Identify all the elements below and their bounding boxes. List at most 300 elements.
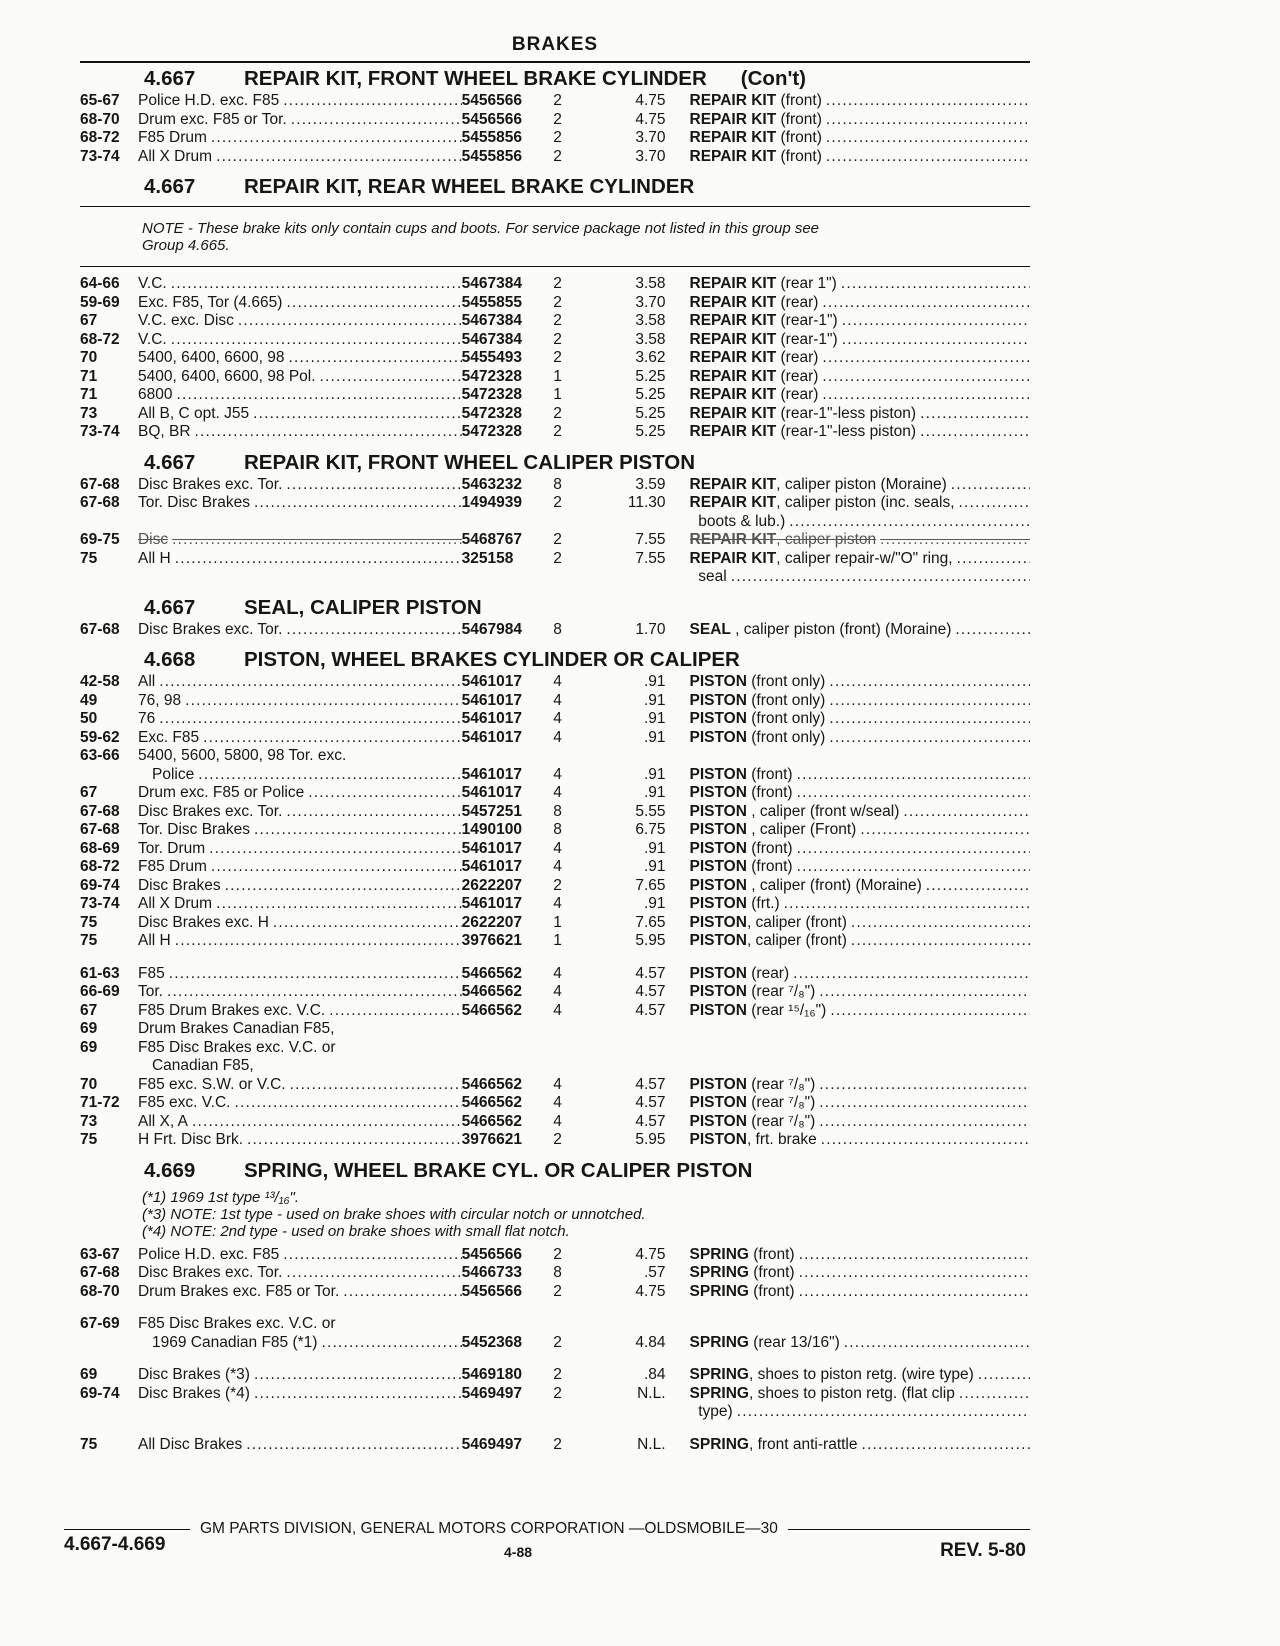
part-number-cell: 5466562 — [461, 964, 522, 982]
spacer — [80, 1403, 139, 1422]
year-cell: 75 — [80, 1131, 98, 1148]
quantity-cell: 8 — [553, 1264, 562, 1281]
description-text: Disc Brakes exc. Tor. — [137, 1264, 283, 1281]
table-row — [80, 784, 1030, 803]
description-cell — [138, 1246, 462, 1265]
quantity-cell: 2 — [553, 423, 562, 440]
part-name-text: REPAIR KIT, caliper piston (inc. seals, — [689, 494, 955, 511]
part-name-text: PISTON (rear ⁷/₈") — [689, 1094, 816, 1111]
table-row — [80, 1020, 1030, 1039]
year-cell: 67 — [80, 784, 98, 801]
leader-dots — [165, 965, 462, 984]
description-cell — [138, 1002, 462, 1021]
part-name-cell — [690, 294, 1030, 313]
leader-dots — [825, 673, 1030, 692]
part-name-bold: PISTON — [689, 673, 747, 690]
description-text: All H — [137, 932, 171, 949]
part-name-continued-text: boots & lub.) — [698, 512, 786, 530]
part-number-cell: 5461017 — [461, 839, 522, 857]
part-name-cell — [690, 673, 1030, 692]
price-cell: .84 — [643, 1366, 666, 1383]
table-row-continuation — [80, 1403, 1030, 1422]
part-name-cell — [690, 331, 1030, 350]
description-cell — [138, 1057, 462, 1076]
part-number-cell: 5472328 — [461, 423, 522, 440]
part-name-bold: PISTON — [689, 983, 747, 1000]
part-name-continued-text: seal — [698, 568, 727, 585]
leader-dots — [825, 710, 1030, 729]
description-cell — [138, 803, 462, 822]
description-text: F85 exc. S.W. or V.C. — [137, 1075, 286, 1093]
price-cell: 5.55 — [635, 802, 666, 820]
part-number-cell: 2622207 — [461, 876, 522, 894]
table-row — [80, 368, 1030, 387]
year-cell: 67 — [80, 1001, 98, 1019]
leader-dots — [795, 1283, 1030, 1302]
part-name-bold: SPRING — [689, 1264, 749, 1281]
part-name-text: SPRING (rear 13/16") — [689, 1333, 840, 1351]
year-cell: 64-66 — [80, 275, 120, 292]
description-cell — [138, 784, 462, 803]
price-cell — [600, 1039, 665, 1058]
quantity-cell — [553, 1039, 600, 1058]
quantity-cell: 2 — [553, 876, 562, 894]
description-cell — [138, 895, 462, 914]
section-gap — [80, 1454, 1030, 1462]
description-cell — [138, 1094, 462, 1113]
part-number-cell: 3976621 — [461, 1131, 522, 1148]
part-name-bold: PISTON — [689, 1112, 747, 1130]
part-name-cell — [690, 1315, 1030, 1334]
part-name-text: REPAIR KIT (front) — [689, 129, 822, 146]
part-number-cell: 5456566 — [461, 92, 522, 109]
section-note: NOTE - These brake kits only contain cups and boots. For service package not listed in this group see Group 4.665. — [142, 220, 820, 254]
part-name-continued — [680, 1403, 1030, 1422]
part-name-bold: REPAIR KIT — [689, 275, 777, 292]
leader-dots — [163, 983, 462, 1002]
part-name-text: PISTON (rear ⁷/₈") — [689, 1112, 816, 1130]
part-name-cell — [690, 784, 1030, 803]
part-name-bold: SPRING — [689, 1435, 749, 1453]
leader-dots — [205, 840, 461, 859]
spacer — [80, 513, 139, 532]
description-text: Tor. Disc Brakes — [137, 821, 250, 838]
price-cell: 7.55 — [635, 549, 666, 567]
leader-dots — [785, 513, 1030, 532]
part-name-text: PISTON , caliper (Front) — [689, 821, 857, 838]
year-cell: 73-74 — [80, 147, 120, 165]
part-name-text: SPRING, shoes to piston retg. (flat clip — [689, 1384, 955, 1402]
table-row — [80, 111, 1030, 130]
description-cell — [138, 1315, 462, 1334]
part-name-text: PISTON, frt. brake — [689, 1131, 817, 1148]
header-rule — [80, 61, 1030, 63]
description-text: F85 — [137, 964, 165, 982]
part-number-cell: 5461017 — [461, 673, 522, 690]
table-row — [80, 1131, 1030, 1150]
quantity-cell: 4 — [553, 1075, 562, 1093]
price-cell — [600, 747, 665, 766]
leader-dots — [282, 294, 461, 313]
page-header — [80, 34, 1030, 64]
year-cell: 75 — [80, 1435, 98, 1453]
part-name-bold: SPRING — [689, 1282, 749, 1300]
leader-dots — [317, 1334, 461, 1353]
leader-dots — [188, 1113, 462, 1132]
table-row-continuation — [80, 513, 1030, 532]
part-number-cell: 5467984 — [461, 620, 522, 638]
part-name-text: REPAIR KIT, caliper piston (Moraine) — [689, 475, 947, 493]
part-name-text: PISTON, caliper (front) — [689, 932, 847, 949]
description-cell — [138, 531, 462, 550]
leader-dots — [838, 331, 1030, 350]
quantity-cell: 2 — [553, 293, 562, 311]
part-number-cell: 325158 — [461, 549, 514, 567]
description-cell — [138, 1113, 462, 1132]
part-name-bold: SPRING — [689, 1245, 749, 1263]
year-cell: 61-63 — [80, 964, 120, 982]
quantity-cell: 4 — [553, 691, 562, 709]
table-row — [80, 877, 1030, 896]
part-number-cell: 5466562 — [461, 983, 522, 1000]
part-name-bold: REPAIR KIT — [689, 404, 777, 422]
part-name-bold: PISTON — [689, 964, 747, 982]
leader-dots — [212, 148, 462, 167]
leader-dots — [282, 1264, 461, 1283]
part-name-text: PISTON (front) — [689, 765, 793, 783]
quantity-cell: 8 — [553, 802, 562, 820]
note-rule-top — [80, 206, 1030, 207]
description-text: Disc Brakes exc. Tor. — [137, 620, 283, 638]
part-name-text: PISTON (front) — [689, 784, 793, 801]
part-number-cell — [462, 747, 554, 766]
section-name: REPAIR KIT, FRONT WHEEL BRAKE CYLINDER — [244, 67, 707, 90]
price-cell: N.L. — [637, 1384, 666, 1402]
part-name-cell — [690, 1113, 1030, 1132]
price-cell: .91 — [643, 673, 666, 690]
part-name-bold: PISTON — [689, 913, 747, 931]
table-row — [80, 294, 1030, 313]
leader-dots — [212, 895, 462, 914]
part-name-cell — [690, 405, 1030, 424]
table-row — [80, 275, 1030, 294]
leader-dots — [822, 148, 1030, 167]
description-text: F85 Drum — [137, 858, 207, 875]
year-cell: 67-68 — [80, 1264, 120, 1281]
part-number-cell: 5466562 — [461, 1112, 522, 1130]
leader-dots — [199, 729, 461, 748]
part-name-bold: SEAL — [689, 620, 731, 638]
leader-dots — [822, 129, 1030, 148]
leader-dots — [230, 1094, 461, 1113]
part-name-cell — [690, 692, 1030, 711]
year-cell: 75 — [80, 932, 98, 949]
price-cell: 5.25 — [635, 367, 666, 385]
leader-dots — [325, 1002, 461, 1021]
quantity-cell: 2 — [553, 1366, 562, 1383]
description-text: Canadian F85, — [151, 1057, 254, 1074]
quantity-cell — [553, 1315, 600, 1334]
price-cell: 3.59 — [635, 475, 666, 493]
leader-dots — [953, 550, 1030, 569]
part-number-cell: 5472328 — [461, 386, 522, 403]
table-row — [80, 914, 1030, 933]
leader-dots — [194, 766, 461, 785]
year-cell — [80, 1334, 138, 1353]
part-number-cell: 5456566 — [461, 110, 522, 128]
part-name-text: PISTON (front) — [689, 858, 793, 875]
part-name-cell — [690, 621, 1030, 640]
leader-dots — [818, 294, 1030, 313]
year-cell: 70 — [80, 1075, 98, 1093]
price-cell: 3.58 — [635, 330, 666, 348]
part-name-cell — [690, 368, 1030, 387]
year-cell: 68-70 — [80, 110, 120, 128]
part-name-bold: REPAIR KIT — [689, 494, 777, 511]
part-name-bold: PISTON — [689, 932, 747, 949]
part-name-text: REPAIR KIT (rear-1") — [689, 312, 838, 329]
quantity-cell: 2 — [553, 330, 562, 348]
part-name-cell — [690, 148, 1030, 167]
quantity-cell: 4 — [553, 710, 562, 727]
year-cell: 69-75 — [80, 531, 120, 548]
part-number-cell: 5455856 — [461, 147, 522, 165]
price-cell: .91 — [643, 728, 666, 746]
part-number-cell: 5466562 — [461, 1075, 522, 1093]
description-cell — [138, 1020, 462, 1039]
description-cell — [138, 294, 462, 313]
part-name-cell — [690, 858, 1030, 877]
description-text: Exc. F85, Tor (4.665) — [137, 293, 283, 311]
part-number-cell: 5455856 — [461, 129, 522, 146]
description-text: V.C. — [137, 275, 167, 292]
price-cell — [600, 1315, 665, 1334]
description-cell — [138, 673, 462, 692]
price-cell: 4.75 — [635, 1282, 666, 1300]
table-row — [80, 476, 1030, 495]
price-cell: 4.57 — [635, 1094, 666, 1111]
description-cell — [138, 983, 462, 1002]
leader-dots — [171, 932, 462, 951]
description-cell — [138, 111, 462, 130]
part-name-text: PISTON (front only) — [689, 673, 826, 690]
table-row — [80, 386, 1030, 405]
footer-corporation: GM PARTS DIVISION, GENERAL MOTORS CORPORATION —OLDSMOBILE—30 — [200, 1520, 778, 1537]
year-cell: 75 — [80, 549, 98, 567]
description-text: 76 — [137, 710, 156, 727]
description-cell — [138, 349, 462, 368]
description-text: 5400, 5600, 5800, 98 Tor. exc. — [137, 747, 347, 764]
description-text: Disc Brakes — [137, 876, 221, 894]
description-text: All B, C opt. J55 — [137, 404, 250, 422]
spacer — [80, 568, 139, 587]
description-text: F85 Drum Brakes exc. V.C. — [137, 1001, 326, 1019]
row-gap — [80, 1422, 1030, 1436]
table-row — [80, 1436, 1030, 1455]
part-name-text: REPAIR KIT (rear-1") — [689, 330, 838, 348]
leader-dots — [168, 531, 461, 550]
year-cell: 67-68 — [80, 620, 120, 638]
part-name-cell — [690, 1131, 1030, 1150]
table-row — [80, 312, 1030, 331]
description-text: V.C. — [137, 330, 167, 348]
description-cell — [138, 1076, 462, 1095]
description-text: All X, A — [137, 1112, 188, 1130]
table-row — [80, 729, 1030, 748]
quantity-cell: 2 — [553, 531, 562, 548]
section-gap — [80, 639, 1030, 647]
description-cell — [138, 621, 462, 640]
part-number-cell: 5469497 — [461, 1384, 522, 1402]
description-text: Tor. — [137, 983, 163, 1000]
year-cell: 73 — [80, 404, 98, 422]
quantity-cell: 4 — [553, 1094, 562, 1111]
year-cell: 68-70 — [80, 1282, 120, 1300]
leader-dots — [167, 331, 462, 350]
footer-revision: REV. 5-80 — [940, 1540, 1026, 1561]
leader-dots — [727, 568, 1030, 587]
description-text: Disc Brakes exc. H — [137, 913, 269, 931]
quantity-cell: 1 — [553, 932, 562, 949]
part-name-cell — [690, 1264, 1030, 1283]
part-name-text: PISTON (front only) — [689, 710, 826, 727]
year-cell: 49 — [80, 691, 98, 709]
part-name-cell — [690, 747, 1030, 766]
part-name-bold: SPRING — [689, 1333, 749, 1351]
part-name-bold: PISTON — [689, 784, 747, 801]
table-row-continuation — [80, 568, 1030, 587]
row-gap — [80, 951, 1030, 965]
part-name-cell — [690, 1002, 1030, 1021]
description-cell — [138, 914, 462, 933]
description-cell — [138, 331, 462, 350]
spacer — [139, 1403, 680, 1422]
part-name-text: SPRING (front) — [689, 1245, 795, 1263]
description-text: Drum exc. F85 or Tor. — [137, 110, 287, 128]
footer-page-number: 4-88 — [504, 1544, 533, 1560]
description-cell — [138, 1366, 462, 1385]
part-name-bold: REPAIR KIT — [689, 312, 777, 329]
part-name-cell — [690, 92, 1030, 111]
part-number-cell: 5455855 — [461, 293, 522, 311]
leader-dots — [155, 710, 461, 729]
leader-dots — [733, 1403, 1030, 1422]
section-title — [80, 595, 1030, 621]
part-name-bold: PISTON — [689, 839, 747, 857]
footnote-text: (*1) 1969 1st type ¹³/₁₆". (*3) NOTE: 1st type - used on brake shoes with circular notch or unnotched. (*4) NOTE: 2nd type - used on brake shoes with small flat notch. — [142, 1188, 646, 1240]
part-number-cell: 5466733 — [461, 1264, 522, 1281]
part-name-cell — [690, 1366, 1030, 1385]
part-name-cell — [690, 111, 1030, 130]
price-cell: 4.75 — [635, 92, 666, 109]
year-cell: 73 — [80, 1112, 98, 1130]
description-cell — [138, 840, 462, 859]
parts-rows — [80, 92, 1030, 166]
leader-dots — [955, 494, 1030, 513]
spacer — [139, 513, 680, 532]
part-name-text: PISTON , caliper (front) (Moraine) — [689, 876, 922, 894]
part-name-bold: PISTON — [689, 802, 747, 820]
part-number-cell: 5472328 — [461, 404, 522, 422]
price-cell — [600, 1057, 665, 1076]
leader-dots — [876, 531, 1030, 550]
parts-catalog-content — [80, 66, 1030, 1462]
part-name-text: SPRING (front) — [689, 1282, 795, 1300]
table-row — [80, 1246, 1030, 1265]
table-row — [80, 747, 1030, 766]
row-gap — [80, 1301, 1030, 1315]
leader-dots — [916, 405, 1030, 424]
quantity-cell: 4 — [553, 964, 562, 982]
leader-dots — [282, 803, 461, 822]
part-name-cell — [690, 1020, 1030, 1039]
description-text: All X Drum — [137, 147, 213, 165]
year-cell: 50 — [80, 710, 98, 727]
table-row — [80, 1057, 1030, 1076]
quantity-cell: 4 — [553, 895, 562, 912]
quantity-cell: 4 — [553, 784, 562, 801]
leader-dots — [825, 692, 1030, 711]
quantity-cell: 4 — [553, 765, 562, 783]
quantity-cell: 2 — [553, 275, 562, 292]
description-cell — [138, 129, 462, 148]
description-cell — [138, 1385, 462, 1404]
description-cell — [138, 423, 462, 442]
part-name-cell — [690, 129, 1030, 148]
price-cell: 3.58 — [635, 275, 666, 292]
year-cell: 68-72 — [80, 330, 120, 348]
leader-dots — [840, 1334, 1030, 1353]
description-text: Drum Brakes Canadian F85, — [137, 1020, 335, 1037]
part-name-text: REPAIR KIT (rear 1") — [689, 275, 837, 292]
part-name-bold: REPAIR KIT — [689, 147, 777, 165]
price-cell: 1.70 — [635, 620, 666, 638]
part-name-cell — [690, 494, 1030, 513]
price-cell: .91 — [643, 895, 666, 912]
part-name-bold: SPRING — [689, 1366, 749, 1383]
parts-rows — [80, 275, 1030, 442]
table-row — [80, 621, 1030, 640]
part-name-text: SPRING, shoes to piston retg. (wire type) — [689, 1366, 974, 1383]
part-name-text: PISTON (rear ¹⁵/₁₆") — [689, 1001, 827, 1019]
section-number: 4.669 — [144, 1158, 196, 1182]
description-cell — [138, 275, 462, 294]
leader-dots — [286, 1076, 462, 1095]
leader-dots — [250, 1385, 462, 1404]
part-name-cell — [690, 1039, 1030, 1058]
footer-rule-right — [788, 1529, 1030, 1530]
part-name-text: SEAL , caliper piston (front) (Moraine) — [689, 620, 952, 638]
quantity-cell: 2 — [553, 147, 562, 165]
part-name-cell — [690, 914, 1030, 933]
leader-dots — [242, 1436, 461, 1455]
leader-dots — [793, 766, 1030, 785]
leader-dots — [815, 1113, 1030, 1132]
price-cell: 5.25 — [635, 423, 666, 440]
year-cell: 67-68 — [80, 475, 120, 493]
description-cell — [138, 965, 462, 984]
quantity-cell: 4 — [553, 1001, 562, 1019]
table-row — [80, 1366, 1030, 1385]
part-name-bold: PISTON — [689, 895, 747, 912]
table-row — [80, 803, 1030, 822]
leader-dots — [793, 840, 1030, 859]
description-text: F85 Disc Brakes exc. V.C. or — [137, 1315, 336, 1332]
description-cell — [138, 1334, 462, 1353]
table-row — [80, 1264, 1030, 1283]
page-footer — [64, 1508, 1030, 1568]
price-cell: N.L. — [637, 1435, 666, 1453]
